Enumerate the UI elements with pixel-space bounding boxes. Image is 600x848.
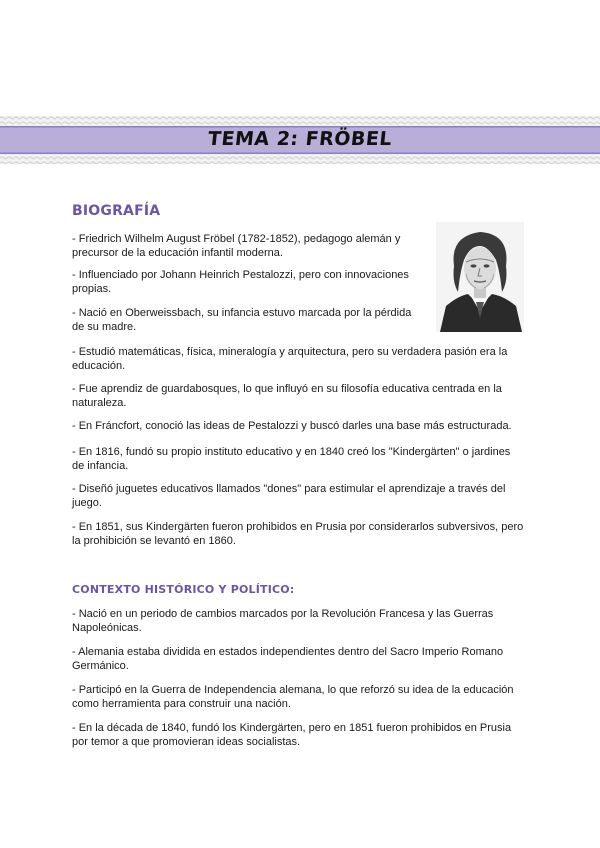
biography-item: - En 1816, fundó su propio instituto educativo y en 1840 creó los "Kindergärten" o jardines de infancia. (72, 446, 511, 472)
portrait-engraving-icon (436, 222, 524, 332)
context-item: - En la década de 1840, fundó los Kindergärten, pero en 1851 fueron prohibidos en Prusia por temor a que promovieran ideas socialistas. (72, 722, 512, 748)
biography-item: - En 1851, sus Kindergärten fueron prohibidos en Prusia por considerarlos subversivos, pero la prohibición se levantó en 1860. (72, 521, 524, 547)
title-banner (0, 116, 600, 164)
context-item: - Nació en un periodo de cambios marcados por la Revolución Francesa y las Guerras Napoleónicas. (72, 608, 494, 634)
context-heading: CONTEXTO HISTÓRICO Y POLÍTICO: (72, 583, 295, 596)
context-item: - Alemania estaba dividida en estados independientes dentro del Sacro Imperio Romano Germánico. (72, 646, 504, 672)
biography-item: - Estudió matemáticas, física, mineralogía y arquitectura, pero su verdadera pasión era la educación. (72, 346, 508, 372)
page-title: TEMA 2: FRÖBEL (206, 128, 394, 150)
biography-item: - Fue aprendiz de guardabosques, lo que influyó en su filosofía educativa centrada en la naturaleza. (72, 383, 502, 409)
biography-heading: BIOGRAFÍA (72, 203, 161, 219)
context-item: - Participó en la Guerra de Independencia alemana, lo que reforzó su idea de la educación como herramienta para construir una nación. (72, 684, 514, 710)
biography-item: - En Fráncfort, conoció las ideas de Pestalozzi y buscó darles una base más estructurada. (72, 420, 512, 432)
biography-item: - Nació en Oberweissbach, su infancia estuvo marcada por la pérdida de su madre. (72, 307, 412, 333)
biography-item: - Friedrich Wilhelm August Fröbel (1782-1852), pedagogo alemán y precursor de la educación infantil moderna. (72, 233, 401, 259)
biography-item: - Influenciado por Johann Heinrich Pestalozzi, pero con innovaciones propias. (72, 269, 409, 295)
portrait-image (436, 222, 524, 332)
biography-item: - Diseñó juguetes educativos llamados "dones" para estimular el aprendizaje a través del juego. (72, 483, 506, 509)
